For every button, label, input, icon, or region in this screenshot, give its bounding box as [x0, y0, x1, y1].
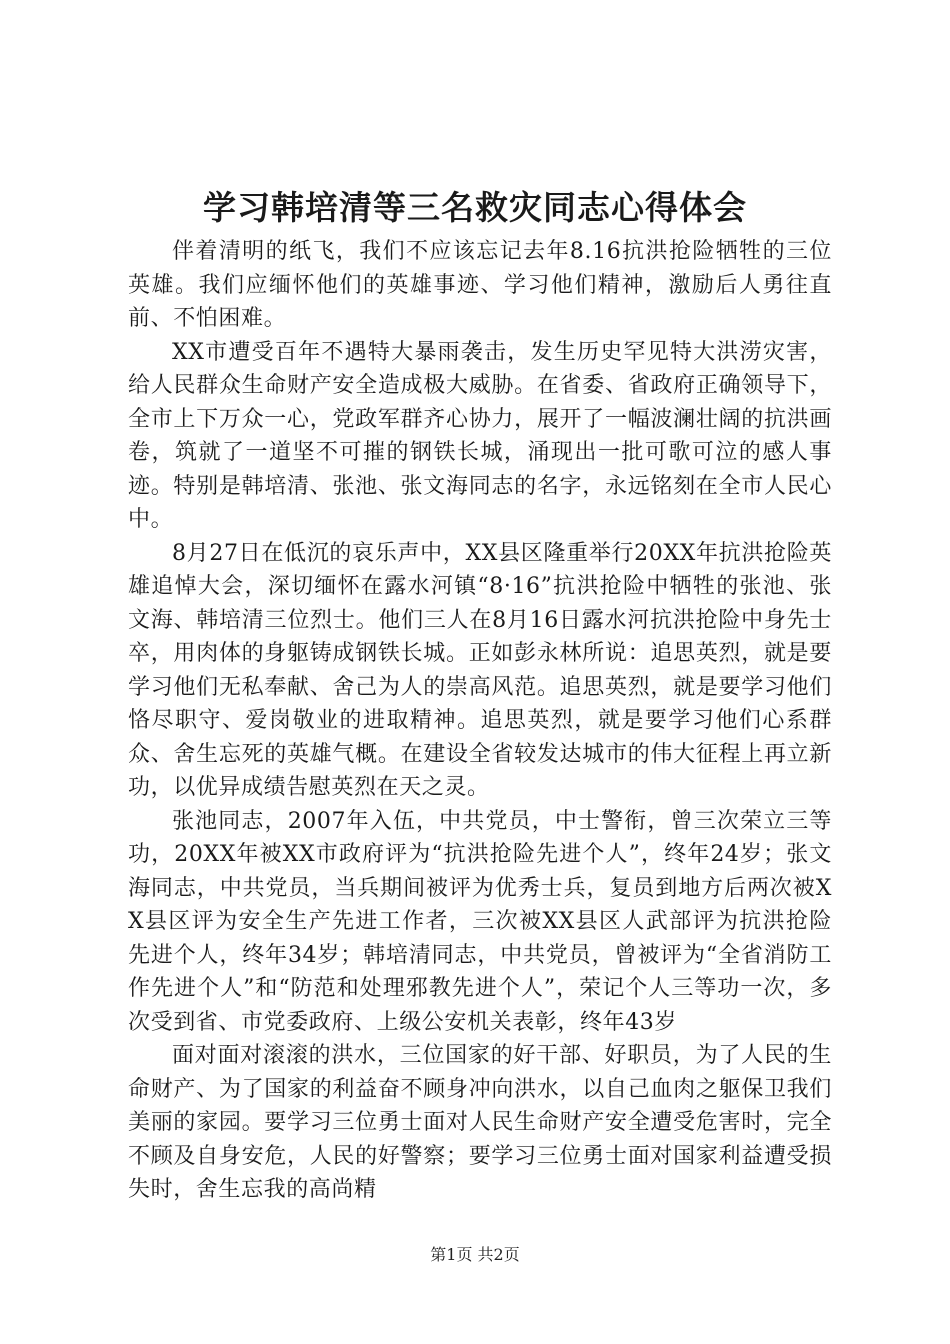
paragraph-5: 面对面对滚滚的洪水，三位国家的好干部、好职员，为了人民的生命财产、为了国家的利益奋不顾身冲向洪水，以自己血肉之躯保卫我们美丽的家园。要学习三位勇士面对人民生命财产安全遭受危害时，完全不顾及自身安危，人民的好警察；要学习三位勇士面对国家利益遭受损失时，舍生忘我的高尚精	[128, 1043, 832, 1202]
document-title: 学习韩培清等三名救灾同志心得体会	[203, 188, 747, 227]
paragraph-1: 伴着清明的纸飞，我们不应该忘记去年8.16抗洪抢险牺牲的三位英雄。我们应缅怀他们的英雄事迹、学习他们精神，激励后人勇往直前、不怕困难。	[128, 239, 832, 331]
paragraph-3: 8月27日在低沉的哀乐声中，XX县区隆重举行20XX年抗洪抢险英雄追悼大会，深切缅怀在露水河镇“8·16”抗洪抢险中牺牲的张池、张文海、韩培清三位烈士。他们三人在8月16日露水河抗洪抢险中身先士卒，用肉体的身躯铸成钢铁长城。正如彭永林所说：追思英烈，就是要学习他们无私奉献、舍己为人的崇高风范。追思英烈，就是要学习他们恪尽职守、爱岗敬业的进取精神。追思英烈，就是要学习他们心系群众、舍生忘死的英雄气概。在建设全省较发达城市的伟大征程上再立新功，以优异成绩告慰英烈在天之灵。	[128, 540, 832, 800]
page-footer: 第1页 共2页	[430, 1245, 520, 1264]
paragraph-2: XX市遭受百年不遇特大暴雨袭击，发生历史罕见特大洪涝灾害，给人民群众生命财产安全造成极大威胁。在省委、省政府正确领导下，全市上下万众一心，党政军群齐心协力，展开了一幅波澜壮阔的抗洪画卷，筑就了一道坚不可摧的钢铁长城，涌现出一批可歌可泣的感人事迹。特别是韩培清、张池、张文海同志的名字，永远铭刻在全市人民心中。	[128, 339, 832, 532]
document-body	[128, 235, 832, 1207]
paragraph-4: 张池同志，2007年入伍，中共党员，中士警衔，曾三次荣立三等功，20XX年被XX市政府评为“抗洪抢险先进个人”，终年24岁；张文海同志，中共党员，当兵期间被评为优秀士兵，复员到地方后两次被XX县区评为安全生产先进工作者，三次被XX县区人武部评为抗洪抢险先进个人，终年34岁；韩培清同志，中共党员，曾被评为“全省消防工作先进个人”和“防范和处理邪教先进个人”，荣记个人三等功一次，多次受到省、市党委政府、上级公安机关表彰，终年43岁	[128, 808, 832, 1035]
